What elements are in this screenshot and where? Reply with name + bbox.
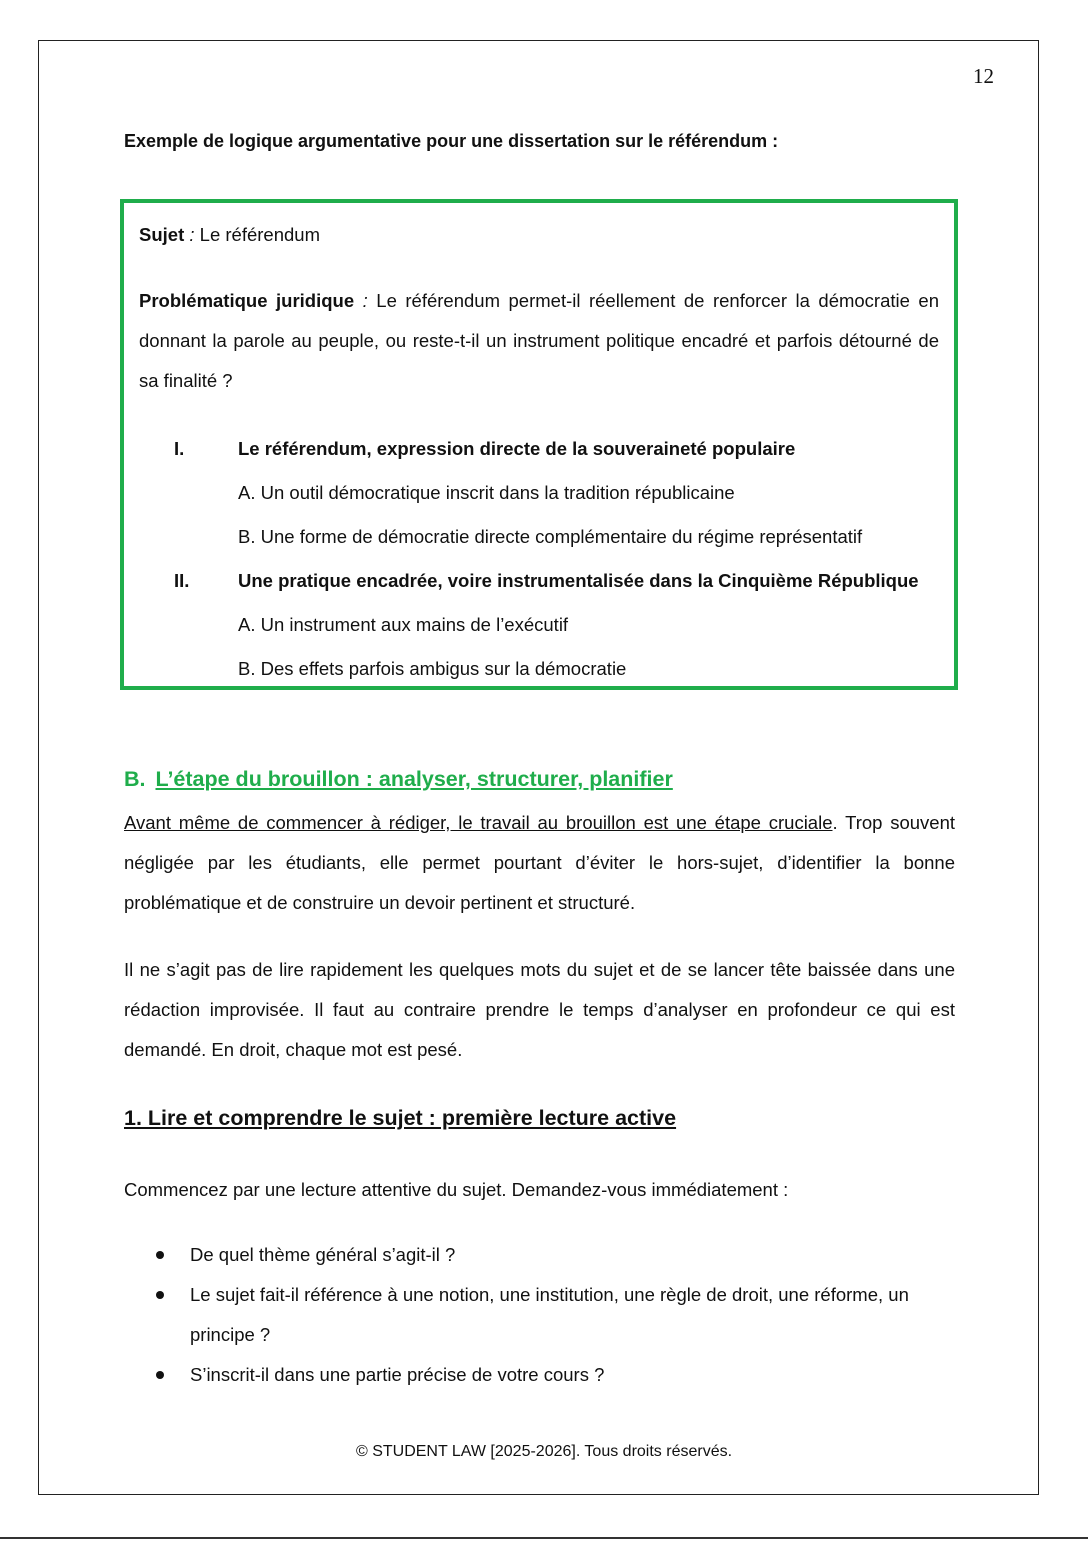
subject-text: Le référendum [199,224,320,245]
page-bottom-rule [0,1537,1088,1539]
section-1-heading: 1. Lire et comprendre le sujet : première lecture active [124,1106,677,1130]
plan-subpart: B. Une forme de démocratie directe complémentaire du régime représentatif [238,526,863,547]
list-item [124,1235,955,1275]
list-item [124,1355,955,1395]
plan-part-title: Le référendum, expression directe de la souveraineté populaire [238,438,796,459]
underlined-phrase: Avant même de commencer à rédiger, le travail au brouillon est une étape cruciale [124,812,833,833]
subject-separator: : [184,224,200,245]
page-footer: © STUDENT LAW [2025-2026]. Tous droits réservés. [355,1443,733,1460]
list-item-text: Le sujet fait-il référence à une notion, une institution, une règle de droit, une réforme, un principe ? [190,1284,909,1345]
plan-part-numeral: II. [174,570,190,591]
example-box [120,199,958,690]
list-item-text: De quel thème général s’agit-il ? [190,1244,456,1265]
section-1-lead: Commencez par une lecture attentive du sujet. Demandez-vous immédiatement : [124,1179,789,1200]
page-number: 12 [973,64,994,88]
list-item-text: S’inscrit-il dans une partie précise de votre cours ? [190,1364,605,1385]
plan-subpart: A. Un instrument aux mains de l’exécutif [238,614,569,635]
question-list [124,1235,955,1395]
section-b-label: B. [124,767,146,791]
plan-outline [139,427,939,691]
paragraph-rest: . Trop souvent négligée par les étudiants, elle permet pourtant d’éviter le hors-sujet, d’identifier la bonne problématique et de construire un devoir pertinent et structuré. [124,812,956,913]
plan-part-title: Une pratique encadrée, voire instrumentalisée dans la Cinquième République [238,570,919,591]
list-item [124,1275,955,1355]
section-b-paragraph-2: Il ne s’agit pas de lire rapidement les quelques mots du sujet et de se lancer tête baissée dans une rédaction improvisée. Il faut au contraire prendre le temps d’analyser en profondeur ce qui est demandé. En droit, chaque mot est pesé. [124,959,955,1060]
bullet-icon [156,1291,164,1299]
plan-part [139,559,939,603]
section-b-heading [124,764,673,794]
problem-paragraph [139,281,939,401]
section-b-title: L’étape du brouillon : analyser, structurer, planifier [155,767,673,791]
plan-subpart: A. Un outil démocratique inscrit dans la tradition républicaine [238,482,735,503]
problem-separator: : [354,290,377,311]
problem-text: Le référendum permet-il réellement de renforcer la démocratie en donnant la parole au peuple, ou reste-t-il un instrument politique encadré et parfois détourné de sa finalité ? [139,290,940,391]
plan-subpart: B. Des effets parfois ambigus sur la démocratie [238,658,627,679]
problem-label: Problématique juridique [139,290,355,311]
subject-line [139,215,939,255]
subject-label: Sujet [139,224,185,245]
section-b-paragraph-1 [124,803,955,923]
plan-part-numeral: I. [174,438,185,459]
bullet-icon [156,1251,164,1259]
bullet-icon [156,1371,164,1379]
plan-part [139,427,939,471]
intro-heading: Exemple de logique argumentative pour une dissertation sur le référendum : [124,131,779,151]
